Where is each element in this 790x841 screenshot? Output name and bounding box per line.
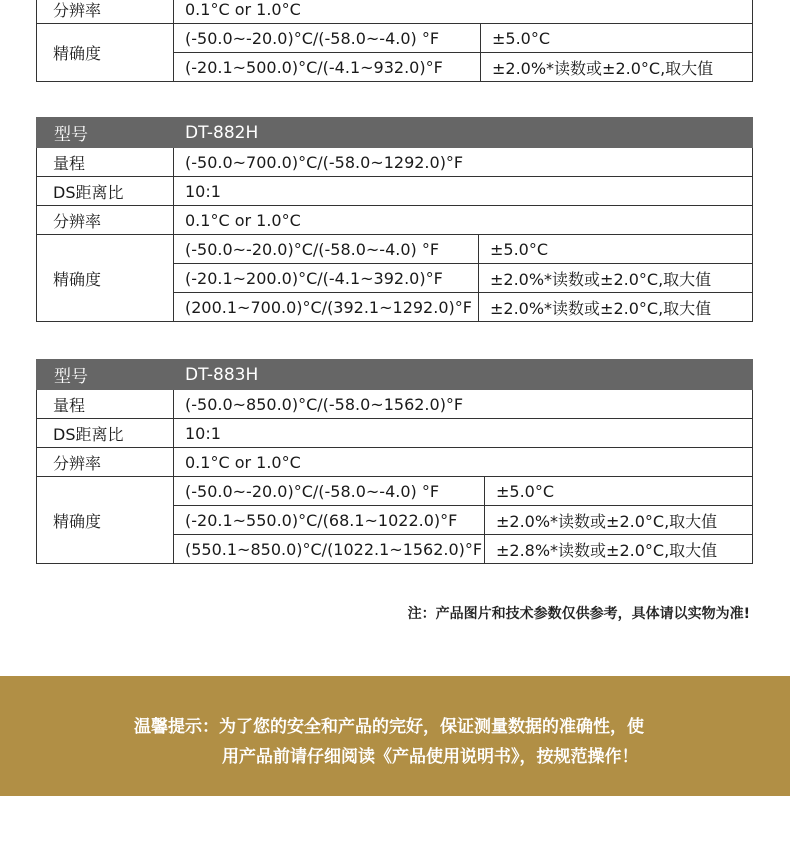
accuracy-value: ±2.0%*读数或±2.0°C,取大值	[485, 506, 753, 535]
accuracy-value: ±2.8%*读数或±2.0°C,取大值	[485, 535, 753, 564]
accuracy-range: (550.1~850.0)°C/(1022.1~1562.0)°F	[174, 535, 485, 564]
range-value: (-50.0~850.0)°C/(-58.0~1562.0)°F	[174, 390, 753, 419]
accuracy-range: (-50.0~-20.0)°C/(-58.0~-4.0) °F	[174, 477, 485, 506]
range-value: (-50.0~700.0)°C/(-58.0~1292.0)°F	[174, 148, 753, 177]
warning-line-2: 用产品前请仔细阅读《产品使用说明书》，按规范操作！	[222, 747, 639, 767]
ds-label: DS距离比	[37, 177, 174, 206]
spec-table-dt882h	[36, 117, 753, 322]
resolution-value: 0.1°C or 1.0°C	[174, 448, 753, 477]
model-value: DT-882H	[174, 118, 753, 148]
model-value: DT-883H	[174, 360, 753, 390]
accuracy-value: ±5.0°C	[479, 235, 753, 264]
table-row-accuracy	[37, 477, 753, 506]
accuracy-value: ±5.0°C	[481, 24, 753, 53]
model-label: 型号	[37, 360, 174, 390]
table-header-row	[37, 360, 753, 390]
accuracy-value: ±5.0°C	[485, 477, 753, 506]
accuracy-label: 精确度	[37, 235, 174, 322]
range-label: 量程	[37, 148, 174, 177]
table-row-resolution	[37, 206, 753, 235]
accuracy-label: 精确度	[37, 477, 174, 564]
accuracy-range: (-50.0~-20.0)°C/(-58.0~-4.0) °F	[174, 24, 481, 53]
table-row-accuracy	[37, 235, 753, 264]
table-row-ds	[37, 419, 753, 448]
accuracy-value: ±2.0%*读数或±2.0°C,取大值	[481, 53, 753, 82]
accuracy-range: (-50.0~-20.0)°C/(-58.0~-4.0) °F	[174, 235, 479, 264]
accuracy-label: 精确度	[37, 24, 174, 82]
table-row-range	[37, 390, 753, 419]
warning-banner	[0, 676, 790, 796]
accuracy-value: ±2.0%*读数或±2.0°C,取大值	[479, 293, 753, 322]
resolution-value: 0.1°C or 1.0°C	[174, 0, 753, 24]
accuracy-range: (-20.1~500.0)°C/(-4.1~932.0)°F	[174, 53, 481, 82]
spec-table-dt883h	[36, 359, 753, 564]
ds-value: 10:1	[174, 419, 753, 448]
ds-label: DS距离比	[37, 419, 174, 448]
resolution-label: 分辨率	[37, 0, 174, 24]
resolution-label: 分辨率	[37, 448, 174, 477]
spec-table-partial	[36, 0, 753, 82]
accuracy-range: (-20.1~550.0)°C/(68.1~1022.0)°F	[174, 506, 485, 535]
model-label: 型号	[37, 118, 174, 148]
warning-line-1: 温馨提示：为了您的安全和产品的完好，保证测量数据的准确性，使	[134, 717, 644, 737]
table-row-resolution	[37, 0, 753, 24]
table-row-ds	[37, 177, 753, 206]
accuracy-range: (200.1~700.0)°C/(392.1~1292.0)°F	[174, 293, 479, 322]
accuracy-value: ±2.0%*读数或±2.0°C,取大值	[479, 264, 753, 293]
ds-value: 10:1	[174, 177, 753, 206]
table-row-range	[37, 148, 753, 177]
resolution-value: 0.1°C or 1.0°C	[174, 206, 753, 235]
range-label: 量程	[37, 390, 174, 419]
table-row-accuracy	[37, 24, 753, 53]
table-header-row	[37, 118, 753, 148]
resolution-label: 分辨率	[37, 206, 174, 235]
disclaimer-note: 注：产品图片和技术参数仅供参考，具体请以实物为准!	[407, 606, 750, 622]
accuracy-range: (-20.1~200.0)°C/(-4.1~392.0)°F	[174, 264, 479, 293]
table-row-resolution	[37, 448, 753, 477]
